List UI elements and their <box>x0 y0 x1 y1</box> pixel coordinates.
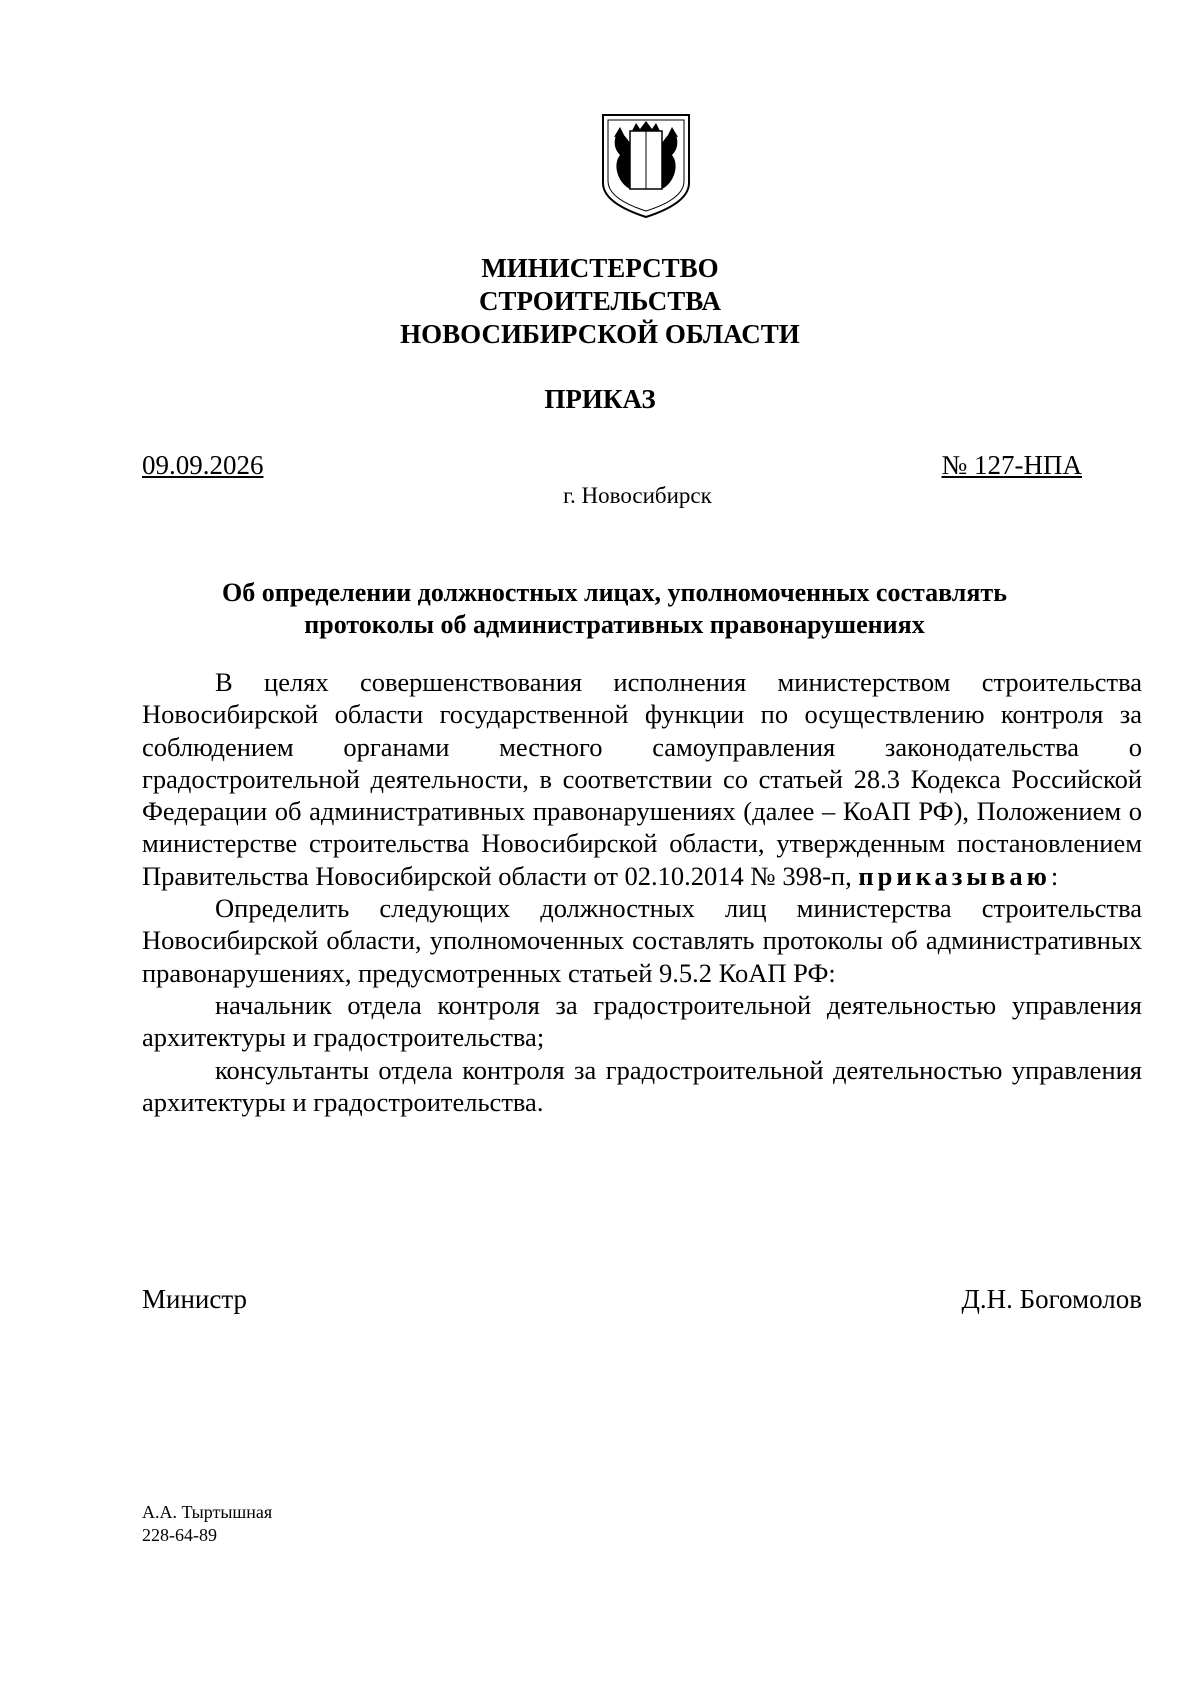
order-body <box>142 666 1142 1118</box>
subject-line-2: протоколы об административных правонарушениях <box>304 610 925 639</box>
paragraph-official-head: начальник отдела контроля за градостроительной деятельностью управления архитектуры и градостроительства; <box>142 989 1142 1053</box>
order-date: 09.09.2026 <box>142 450 264 480</box>
preamble-end: : <box>1050 860 1059 891</box>
signer-name: Д.Н. Богомолов <box>961 1284 1142 1314</box>
order-word: приказываю <box>858 860 1051 891</box>
executor-phone: 228-64-89 <box>142 1525 217 1545</box>
paragraph-official-consultants: консультанты отдела контроля за градостроительной деятельностью управления архитектуры и градостроительства. <box>142 1054 1142 1117</box>
ministry-name <box>0 252 1200 351</box>
ministry-line-3: НОВОСИБИРСКОЙ ОБЛАСТИ <box>400 319 800 349</box>
ministry-line-2: СТРОИТЕЛЬСТВА <box>478 286 722 316</box>
paragraph-determine: Определить следующих должностных лиц министерства строительства Новосибирской области, уполномоченных составлять протоколы об административных правонарушениях, предусмотренных статьей 9.5.2 КоАП РФ: <box>142 893 1142 988</box>
signer-position: Министр <box>142 1284 247 1314</box>
novosibirsk-coat-of-arms-icon <box>600 113 692 219</box>
ministry-line-1: МИНИСТЕРСТВО <box>481 253 719 283</box>
executor-info <box>142 1501 272 1547</box>
order-number: № 127-НПА <box>941 450 1082 480</box>
order-subject <box>142 577 1087 641</box>
subject-line-1: Об определении должностных лицах, уполномоченных составлять <box>222 578 1007 607</box>
preamble-text: В целях совершенствования исполнения министерством строительства Новосибирской области государственной функции по осуществлению контроля за соблюдением органами местного самоуправления законодательства о градостроительной деятельности, в соответствии со статьей 28.3 Кодекса Российской Федерации об административных правонарушениях (далее – КоАП РФ), Положением о министерстве строительства Новосибирской области, утвержденным постановлением Правительства Новосибирской области от 02.10.2014 № 398-п, <box>142 667 1142 891</box>
executor-name: А.А. Тыртышная <box>142 1502 273 1522</box>
city: г. Новосибирск <box>563 483 712 508</box>
paragraph-preamble <box>142 666 1142 892</box>
document-type: ПРИКАЗ <box>544 384 656 414</box>
